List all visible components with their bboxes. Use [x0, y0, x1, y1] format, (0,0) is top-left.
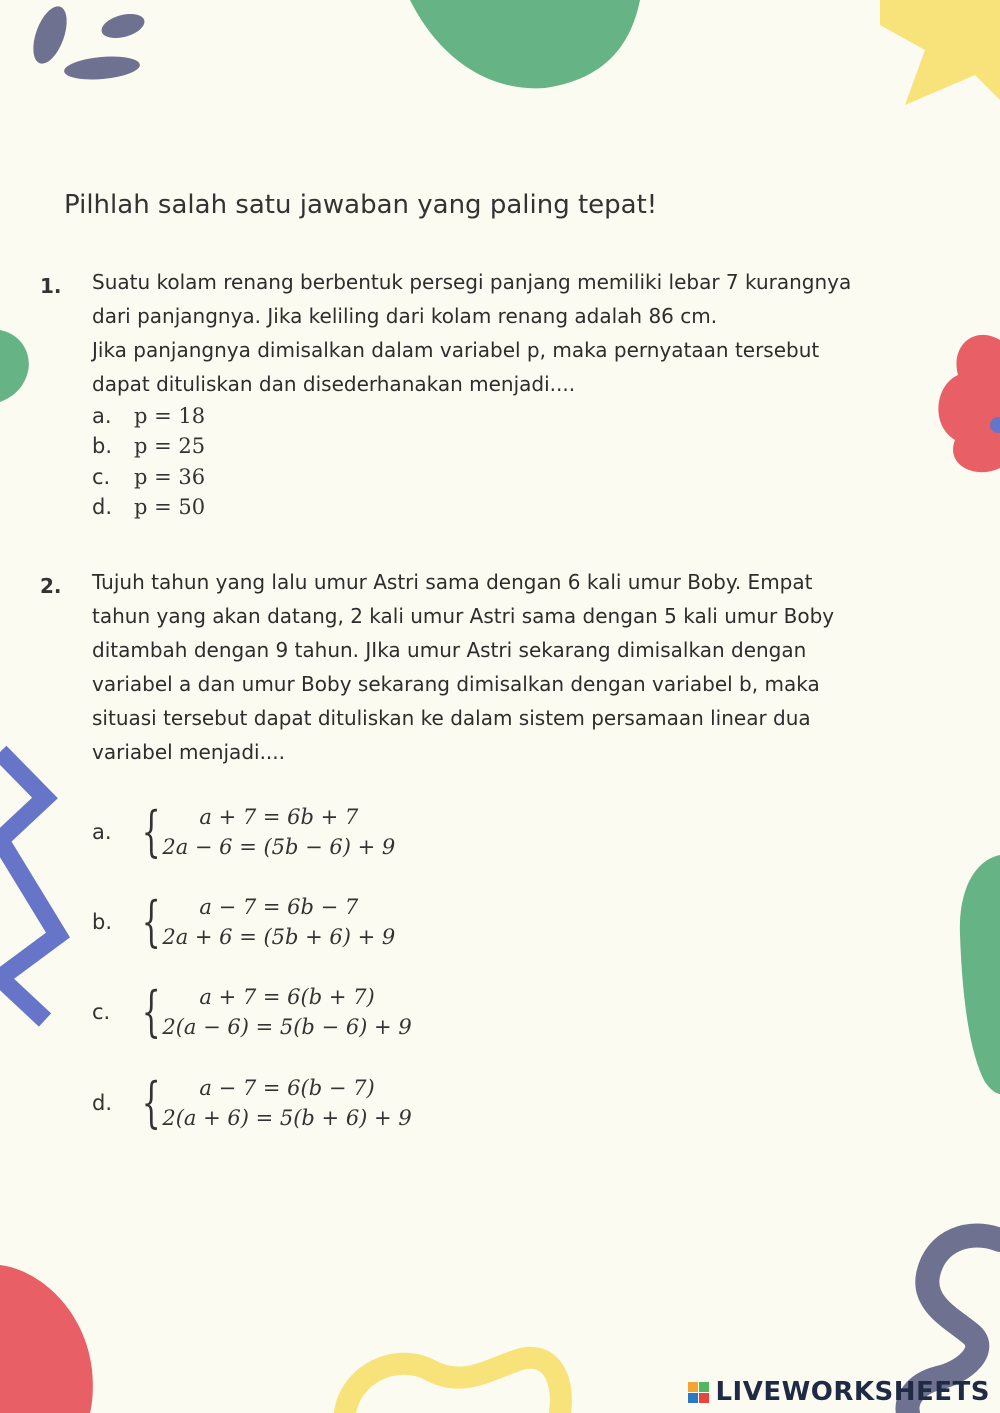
question-2-number: 2. [40, 574, 62, 598]
option-letter: c. [92, 1000, 111, 1024]
question-1-text [92, 265, 851, 401]
question-2-line: variabel menjadi.... [92, 740, 285, 764]
question-1-option-d[interactable] [92, 495, 205, 519]
question-2-option-a[interactable] [92, 802, 395, 862]
question-2-line: ditambah dengan 9 tahun. JIka umur Astri sekarang dimisalkan dengan [92, 638, 807, 662]
liveworksheets-watermark[interactable] [688, 1377, 990, 1407]
brace-symbol: { [141, 890, 161, 953]
brace-symbol: { [141, 1071, 161, 1134]
question-2-line: variabel a dan umur Boby sekarang dimisalkan dengan variabel b, maka [92, 672, 820, 696]
page-heading: Pilhlah salah satu jawaban yang paling tepat! [64, 190, 658, 220]
question-1-line: dapat dituliskan dan disederhanakan menjadi.... [92, 372, 576, 396]
watermark-text: LIVEWORKSHEETS [715, 1377, 990, 1407]
brace-symbol: { [141, 980, 161, 1043]
question-2-line: Tujuh tahun yang lalu umur Astri sama dengan 6 kali umur Boby. Empat [92, 570, 813, 594]
question-1-option-a[interactable] [92, 404, 205, 428]
option-value: p = 18 [134, 404, 206, 428]
option-letter: a. [92, 404, 112, 428]
equation-1: a − 7 = 6b − 7 [199, 895, 359, 919]
option-value: p = 50 [134, 495, 206, 519]
question-1-line: Suatu kolam renang berbentuk persegi panjang memiliki lebar 7 kurangnya [92, 270, 852, 294]
question-1-line: dari panjangnya. Jika keliling dari kolam renang adalah 86 cm. [92, 304, 718, 328]
equation-system [162, 802, 395, 862]
question-2-option-b[interactable] [92, 892, 395, 952]
question-2-option-c[interactable] [92, 982, 412, 1042]
question-1-line: Jika panjangnya dimisalkan dalam variabel p, maka pernyataan tersebut [92, 338, 820, 362]
question-2-line: tahun yang akan datang, 2 kali umur Astri sama dengan 5 kali umur Boby [92, 604, 835, 628]
option-letter: c. [92, 465, 111, 489]
question-2-line: situasi tersebut dapat dituliskan ke dalam sistem persamaan linear dua [92, 706, 811, 730]
option-value: p = 36 [134, 465, 206, 489]
question-1-number: 1. [40, 274, 62, 298]
option-value: p = 25 [134, 434, 206, 458]
equation-system [162, 982, 411, 1042]
equation-system [162, 1073, 411, 1133]
liveworksheets-logo-icon [688, 1382, 709, 1403]
option-letter: a. [92, 820, 112, 844]
equation-2: 2(a + 6) = 5(b + 6) + 9 [162, 1106, 412, 1130]
equation-system [162, 892, 395, 952]
equation-2: 2a − 6 = (5b − 6) + 9 [162, 835, 396, 859]
equation-2: 2a + 6 = (5b + 6) + 9 [162, 925, 396, 949]
option-letter: d. [92, 495, 113, 519]
equation-1: a + 7 = 6b + 7 [199, 805, 359, 829]
question-2-option-d[interactable] [92, 1073, 412, 1133]
option-letter: b. [92, 434, 113, 458]
question-1-option-c[interactable] [92, 465, 205, 489]
equation-1: a − 7 = 6(b − 7) [199, 1076, 375, 1100]
equation-1: a + 7 = 6(b + 7) [199, 985, 375, 1009]
option-letter: b. [92, 910, 113, 934]
option-letter: d. [92, 1091, 113, 1115]
equation-2: 2(a − 6) = 5(b − 6) + 9 [162, 1015, 412, 1039]
brace-symbol: { [141, 800, 161, 863]
question-2-text [92, 565, 834, 769]
question-1-option-b[interactable] [92, 434, 205, 458]
